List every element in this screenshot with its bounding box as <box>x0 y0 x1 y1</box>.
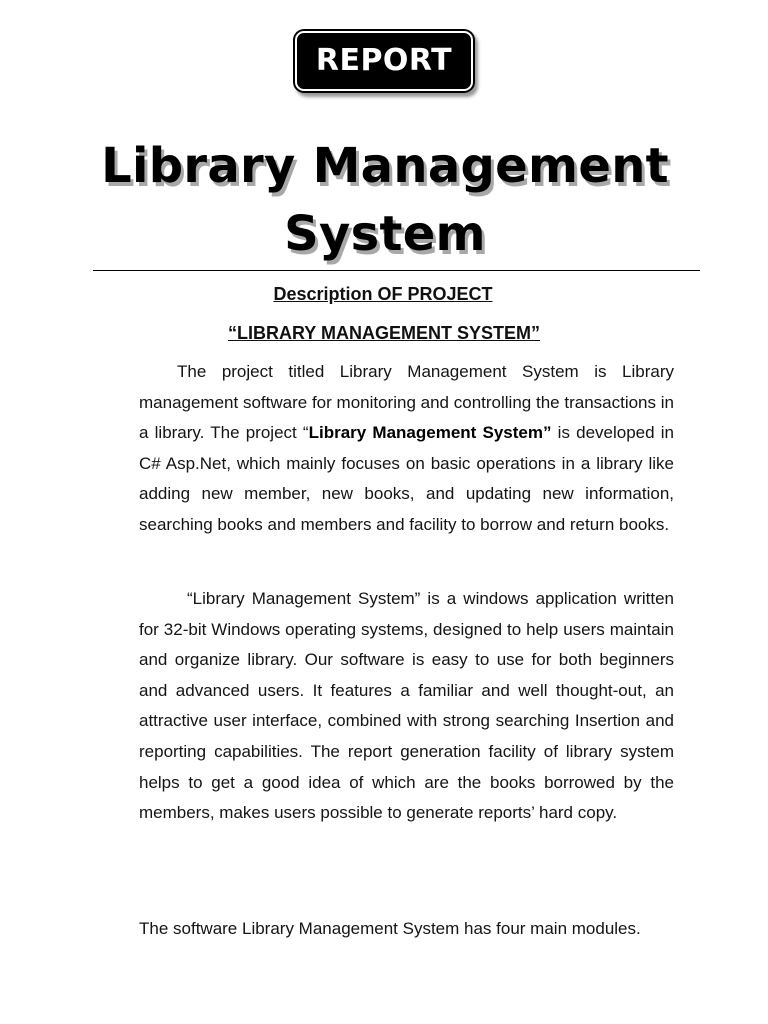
report-badge-container <box>0 31 768 91</box>
paragraph-intro-bold: Library Management System” <box>308 423 552 443</box>
paragraph-intro <box>139 357 674 541</box>
title-line-2: System <box>284 206 486 262</box>
description-heading: Description OF PROJECT <box>273 284 493 304</box>
paragraph-features: “Library Management System” is a windows application written for 32-bit Windows operating systems, designed to help users maintain and organize library. Our software is easy to use for both beginners and advanced users. It features a familiar and well thought-out, an attractive user interface, combined with strong searching Insertion and reporting capabilities. The report generation facility of library system helps to get a good idea of which are the books borrowed by the members, makes users possible to generate reports’ hard copy. <box>139 589 674 823</box>
title-divider <box>93 270 700 271</box>
paragraph-modules: The software Library Management System has four main modules. <box>139 919 641 938</box>
description-subheading: “LIBRARY MANAGEMENT SYSTEM” <box>227 323 540 343</box>
paragraph-intro-part2: is developed in C# Asp.Net, which mainly focuses on basic operations in a library like adding new member, new books, and updating new information, searching books and members and facility to borrow and return books. <box>139 423 674 534</box>
report-badge: REPORT <box>295 31 473 91</box>
paragraph-intro-part1: The project titled Library Management System is Library management software for monitoring and controlling the transactions in a library. The project “ <box>139 362 674 443</box>
title-line-1: Library Management <box>101 138 669 194</box>
document-title <box>40 132 730 268</box>
